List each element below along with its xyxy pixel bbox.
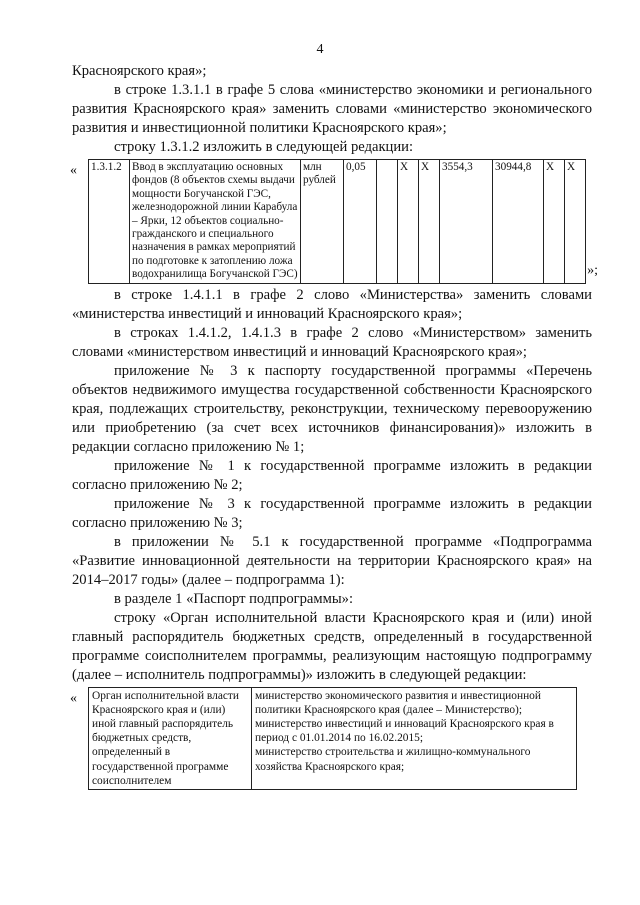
page-number: 4 bbox=[316, 42, 324, 57]
paragraph: в разделе 1 «Паспорт подпрограммы»: bbox=[114, 590, 354, 607]
table-row bbox=[89, 160, 586, 284]
passport-value-line: министерство строительства и жилищно-коммунального хозяйства Красноярского края; bbox=[255, 746, 531, 773]
replacement-row-block bbox=[70, 159, 598, 284]
passport-value-cell bbox=[252, 687, 577, 789]
row-weight-cell: 0,05 bbox=[344, 160, 377, 284]
passport-label-cell: Орган исполнительной власти Красноярского края и (или) иной главный распорядитель бюджетных средств, определенный в государственной программе соисполнителем bbox=[89, 687, 252, 789]
row-x-cell: Х bbox=[419, 160, 440, 284]
passport-value-line: министерство инвестиций и инноваций Красноярского края в период с 01.01.2014 по 16.02.2015; bbox=[255, 718, 554, 745]
paragraph: в строках 1.4.1.2, 1.4.1.3 в графе 2 слово «Министерством» заменить словами «министерством инвестиций и инноваций Красноярского края»; bbox=[72, 324, 592, 360]
row-unit-cell: млн рублей bbox=[301, 160, 344, 284]
paragraph: в строке 1.4.1.1 в графе 2 слово «Министерства» заменить словами «министерства инвестиций и инноваций Красноярского края»; bbox=[72, 286, 592, 322]
paragraph: Красноярского края»; bbox=[72, 63, 207, 79]
passport-value-line: министерство экономического развития и инвестиционной политики Красноярского края (далее – Министерство); bbox=[255, 689, 541, 716]
passport-table bbox=[88, 687, 577, 790]
close-quote: »; bbox=[587, 262, 598, 278]
row-name-cell: Ввод в эксплуатацию основных фондов (8 объектов схемы выдачи мощности Богучанской ГЭС, железнодорожной линии Карабула – Ярки, 12 объектов социально-гражданского и специального назначения в рамках мероприятий по подготовке к затоплению ложа водохранилища Богучанской ГЭС) bbox=[130, 160, 301, 284]
paragraph: строку «Орган исполнительной власти Красноярского края и (или) иной главный распорядитель бюджетных средств, определенный в государственной программе соисполнителем программы, реализующим настоящую подпрограмму (далее – исполнитель подпрограммы)» изложить в следующей редакции: bbox=[72, 609, 592, 683]
open-quote: « bbox=[70, 163, 77, 178]
row-x-cell: Х bbox=[544, 160, 565, 284]
passport-row-block bbox=[72, 687, 592, 790]
row-value-cell: 30944,8 bbox=[493, 160, 544, 284]
row-x-cell: Х bbox=[565, 160, 586, 284]
paragraph: строку 1.3.1.2 изложить в следующей редакции: bbox=[114, 139, 414, 155]
open-quote: « bbox=[70, 690, 77, 706]
row-x-cell: Х bbox=[398, 160, 419, 284]
paragraph: приложение № 3 к государственной программе изложить в редакции согласно приложению № 3; bbox=[72, 495, 592, 531]
row-empty-cell bbox=[377, 160, 398, 284]
table-row bbox=[89, 687, 577, 789]
document-body bbox=[70, 62, 598, 792]
replacement-row-table bbox=[88, 159, 586, 284]
row-code-cell: 1.3.1.2 bbox=[89, 160, 130, 284]
paragraph: приложение № 3 к паспорту государственной программы «Перечень объектов недвижимого имущества государственной собственности Красноярского края, подлежащих строительству, реконструкции, техническому перевооружению или приобретению (за счет всех источников финансирования)» изложить в редакции согласно приложению № 1; bbox=[72, 362, 592, 455]
paragraph: в приложении № 5.1 к государственной программе «Подпрограмма «Развитие инновационной деятельности на территории Красноярского края» на 2014–2017 годы» (далее – подпрограмма 1): bbox=[72, 533, 592, 588]
paragraph: в строке 1.3.1.1 в графе 5 слова «министерство экономики и регионального развития Красноярского края» заменить словами «министерство экономического развития и инвестиционной политики Красноярского края»; bbox=[72, 82, 592, 136]
paragraph: приложение № 1 к государственной программе изложить в редакции согласно приложению № 2; bbox=[72, 457, 592, 493]
row-value-cell: 3554,3 bbox=[440, 160, 493, 284]
